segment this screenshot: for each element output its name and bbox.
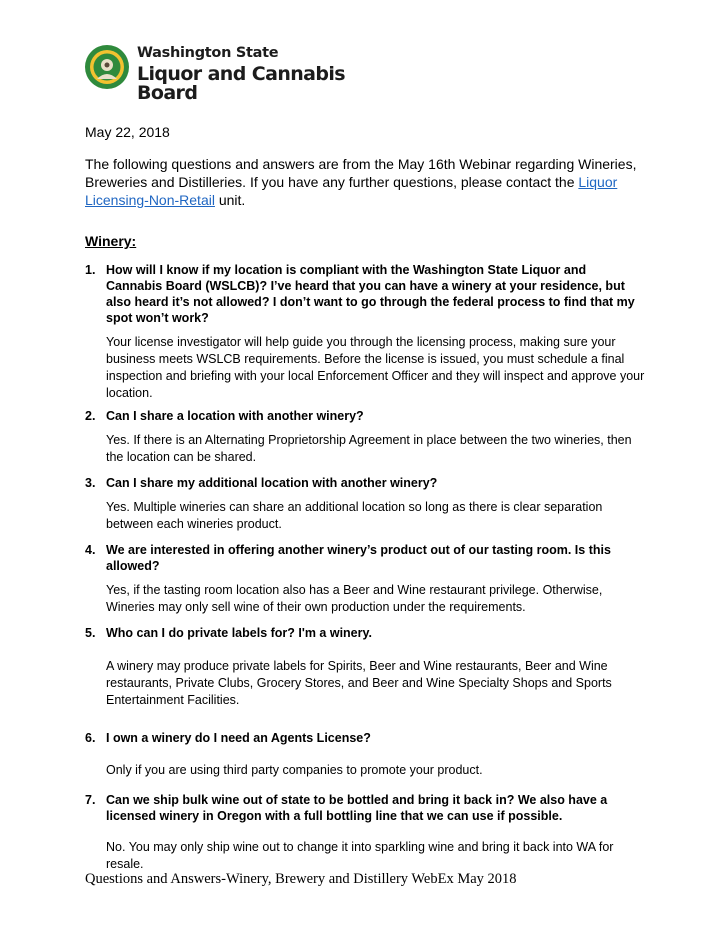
section-title: Winery: <box>85 233 137 249</box>
answer-text: Yes, if the tasting room location also has a Beer and Wine restaurant privilege. Otherwise, Wineries may only sell wine of their own production under the requirements. <box>106 583 603 614</box>
answer-text: Yes. Multiple wineries can share an additional location so long as there is clear separation between each wineries product. <box>106 500 603 531</box>
question-text: Can we ship bulk wine out of state to be bottled and bring it back in? We also have a licensed winery in Oregon with a full bottling line that we can use if possible. <box>106 793 608 823</box>
state-seal-icon <box>84 44 130 90</box>
answer-text: Your license investigator will help guide you through the licensing process, making sure your business meets WSLCB requirements. Before the license is issued, you must schedule a final inspection and briefing with your local Enforcement Officer and they will inspect and approve your location. <box>106 335 645 400</box>
licensing-unit-link[interactable]: Liquor Licensing-Non-Retail <box>85 174 618 208</box>
answer-text: A winery may produce private labels for Spirits, Beer and Wine restaurants, Beer and Wine restaurants, Private Clubs, Grocery Stores, and Beer and Wine Specialty Shops and Sports Entertainment Facilities. <box>106 659 612 707</box>
question-text: We are interested in offering another winery’s product out of our tasting room. Is this allowed? <box>106 543 611 573</box>
answer-text: No. You may only ship wine out to change it into sparkling wine and bring it back into WA for resale. <box>106 840 614 871</box>
question-text: I own a winery do I need an Agents License? <box>106 731 371 745</box>
qa-item <box>85 730 645 779</box>
qa-item <box>85 625 645 709</box>
brand-line-2: Liquor and Cannabis Board <box>137 62 346 104</box>
intro-paragraph <box>85 155 645 209</box>
intro-text-end: unit. <box>218 192 246 208</box>
brand-name <box>137 46 384 103</box>
brand-line-1: Washington State <box>137 45 279 61</box>
page-footer: Questions and Answers-Winery, Brewery and Distillery WebEx May 2018 <box>85 871 517 887</box>
qa-item <box>85 792 645 873</box>
question-text: How will I know if my location is compliant with the Washington State Liquor and Cannabis Board (WSLCB)? I’ve heard that you can have a winery at your residence, but also heard it’s not allowed? I don’t want to go through the federal process to find that my spot won’t work? <box>106 263 635 325</box>
answer-text: Yes. If there is an Alternating Proprietorship Agreement in place between the two wineries, then the location can be shared. <box>106 433 632 464</box>
question-number: 7. <box>85 793 96 807</box>
question-text: Can I share my additional location with another winery? <box>106 476 438 490</box>
question-text: Who can I do private labels for? I'm a winery. <box>106 626 372 640</box>
question-number: 3. <box>85 476 96 490</box>
qa-item <box>85 475 645 533</box>
question-number: 6. <box>85 731 96 745</box>
agency-logo <box>84 44 384 104</box>
question-number: 4. <box>85 543 96 557</box>
question-number: 1. <box>85 263 96 277</box>
answer-text: Only if you are using third party companies to promote your product. <box>106 763 483 777</box>
letter-date: May 22, 2018 <box>85 124 170 140</box>
qa-item <box>85 262 645 402</box>
question-number: 5. <box>85 626 96 640</box>
qa-item <box>85 408 645 466</box>
qa-item <box>85 542 645 616</box>
question-number: 2. <box>85 409 96 423</box>
question-text: Can I share a location with another winery? <box>106 409 364 423</box>
intro-text: The following questions and answers are from the May 16th Webinar regarding Wineries, Breweries and Distilleries. If you have any further questions, please contact the <box>85 156 637 190</box>
